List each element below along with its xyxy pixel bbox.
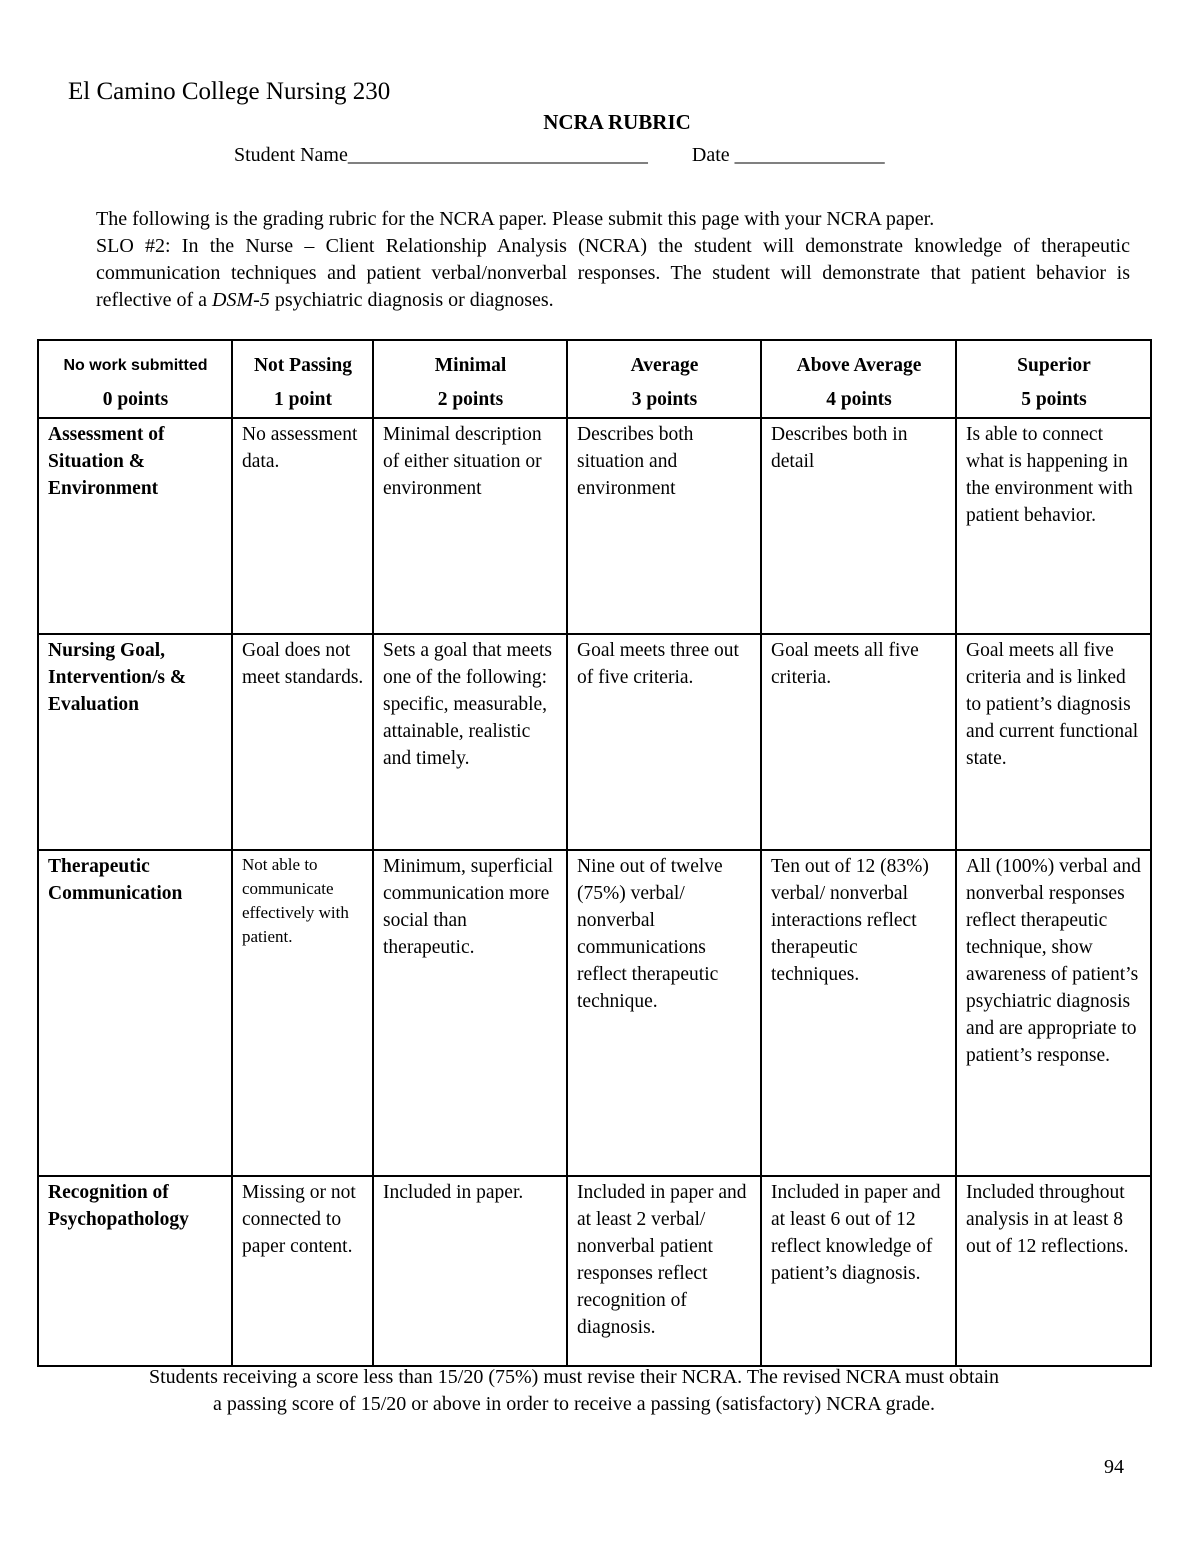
rubric-cell: Not able to communicate effectively with patient.	[232, 850, 373, 1176]
rubric-cell: Ten out of 12 (83%) verbal/ nonverbal interactions reflect therapeutic techniques.	[761, 850, 956, 1176]
rubric-cell: No assessment data.	[232, 418, 373, 634]
header-cell-5: Superior 5 points	[956, 340, 1151, 418]
rubric-cell: All (100%) verbal and nonverbal responses reflect therapeutic technique, show awareness of patient’s psychiatric diagnosis and are appropriate to patient’s response.	[956, 850, 1151, 1176]
footer-line-1: Students receiving a score less than 15/20 (75%) must revise their NCRA. The revised NCRA must obtain	[148, 1366, 1000, 1388]
intro-instruction: The following is the grading rubric for the NCRA paper. Please submit this page with your NCRA paper.	[96, 208, 935, 230]
table-row	[38, 418, 1151, 634]
footer-line-2: a passing score of 15/20 or above in order to receive a passing (satisfactory) NCRA grade.	[212, 1393, 935, 1415]
header-cell-2: Minimal 2 points	[373, 340, 567, 418]
rubric-cell: Included in paper and at least 6 out of 12 reflect knowledge of patient’s diagnosis.	[761, 1176, 956, 1366]
course-title: El Camino College Nursing 230	[68, 78, 391, 105]
rubric-cell: Describes both in detail	[761, 418, 956, 634]
criterion-cell: Recognition of Psychopathology	[38, 1176, 232, 1366]
student-name-field[interactable]: Student Name______________________________	[234, 144, 648, 166]
name-date-line	[234, 144, 885, 167]
table-row	[38, 850, 1151, 1176]
table-row	[38, 1176, 1151, 1366]
criterion-cell: Therapeutic Communication	[38, 850, 232, 1176]
rubric-cell: Sets a goal that meets one of the following: specific, measurable, attainable, realistic and timely.	[373, 634, 567, 850]
page-number: 94	[1104, 1456, 1124, 1478]
rubric-cell: Goal meets all five criteria.	[761, 634, 956, 850]
rubric-cell: Describes both situation and environment	[567, 418, 761, 634]
table-row	[38, 634, 1151, 850]
criterion-cell: Nursing Goal, Intervention/s & Evaluation	[38, 634, 232, 850]
header-cell-0: No work submitted 0 points	[38, 340, 232, 418]
header-cell-4: Above Average 4 points	[761, 340, 956, 418]
rubric-cell: Included in paper.	[373, 1176, 567, 1366]
rubric-cell: Is able to connect what is happening in the environment with patient behavior.	[956, 418, 1151, 634]
rubric-cell: Included throughout analysis in at least 8 out of 12 reflections.	[956, 1176, 1151, 1366]
rubric-cell: Missing or not connected to paper content.	[232, 1176, 373, 1366]
intro-text	[96, 206, 1130, 314]
rubric-cell: Goal meets three out of five criteria.	[567, 634, 761, 850]
criterion-cell: Assessment of Situation & Environment	[38, 418, 232, 634]
header-cell-1: Not Passing 1 point	[232, 340, 373, 418]
rubric-cell: Minimum, superficial communication more social than therapeutic.	[373, 850, 567, 1176]
rubric-header-row	[38, 340, 1151, 418]
header-cell-3: Average 3 points	[567, 340, 761, 418]
rubric-cell: Included in paper and at least 2 verbal/ nonverbal patient responses reflect recognition of diagnosis.	[567, 1176, 761, 1366]
rubric-cell: Goal does not meet standards.	[232, 634, 373, 850]
footer-note	[0, 1364, 1148, 1418]
date-field[interactable]: Date _______________	[691, 144, 885, 166]
rubric-cell: Minimal description of either situation or environment	[373, 418, 567, 634]
page-title: NCRA RUBRIC	[543, 110, 691, 134]
rubric-cell: Nine out of twelve (75%) verbal/ nonverbal communications reflect therapeutic technique.	[567, 850, 761, 1176]
rubric-table	[37, 339, 1152, 1367]
dsm-italic: DSM-5	[212, 289, 270, 311]
rubric-cell: Goal meets all five criteria and is linked to patient’s diagnosis and current functional state.	[956, 634, 1151, 850]
slo-statement: SLO #2: In the Nurse – Client Relationship Analysis (NCRA) the student will demonstrate knowledge of therapeutic communication techniques and patient verbal/nonverbal responses. The student will demonstrate that patient behavior is reflective of a DSM-5 psychiatric diagnosis or diagnoses.	[96, 235, 1130, 311]
